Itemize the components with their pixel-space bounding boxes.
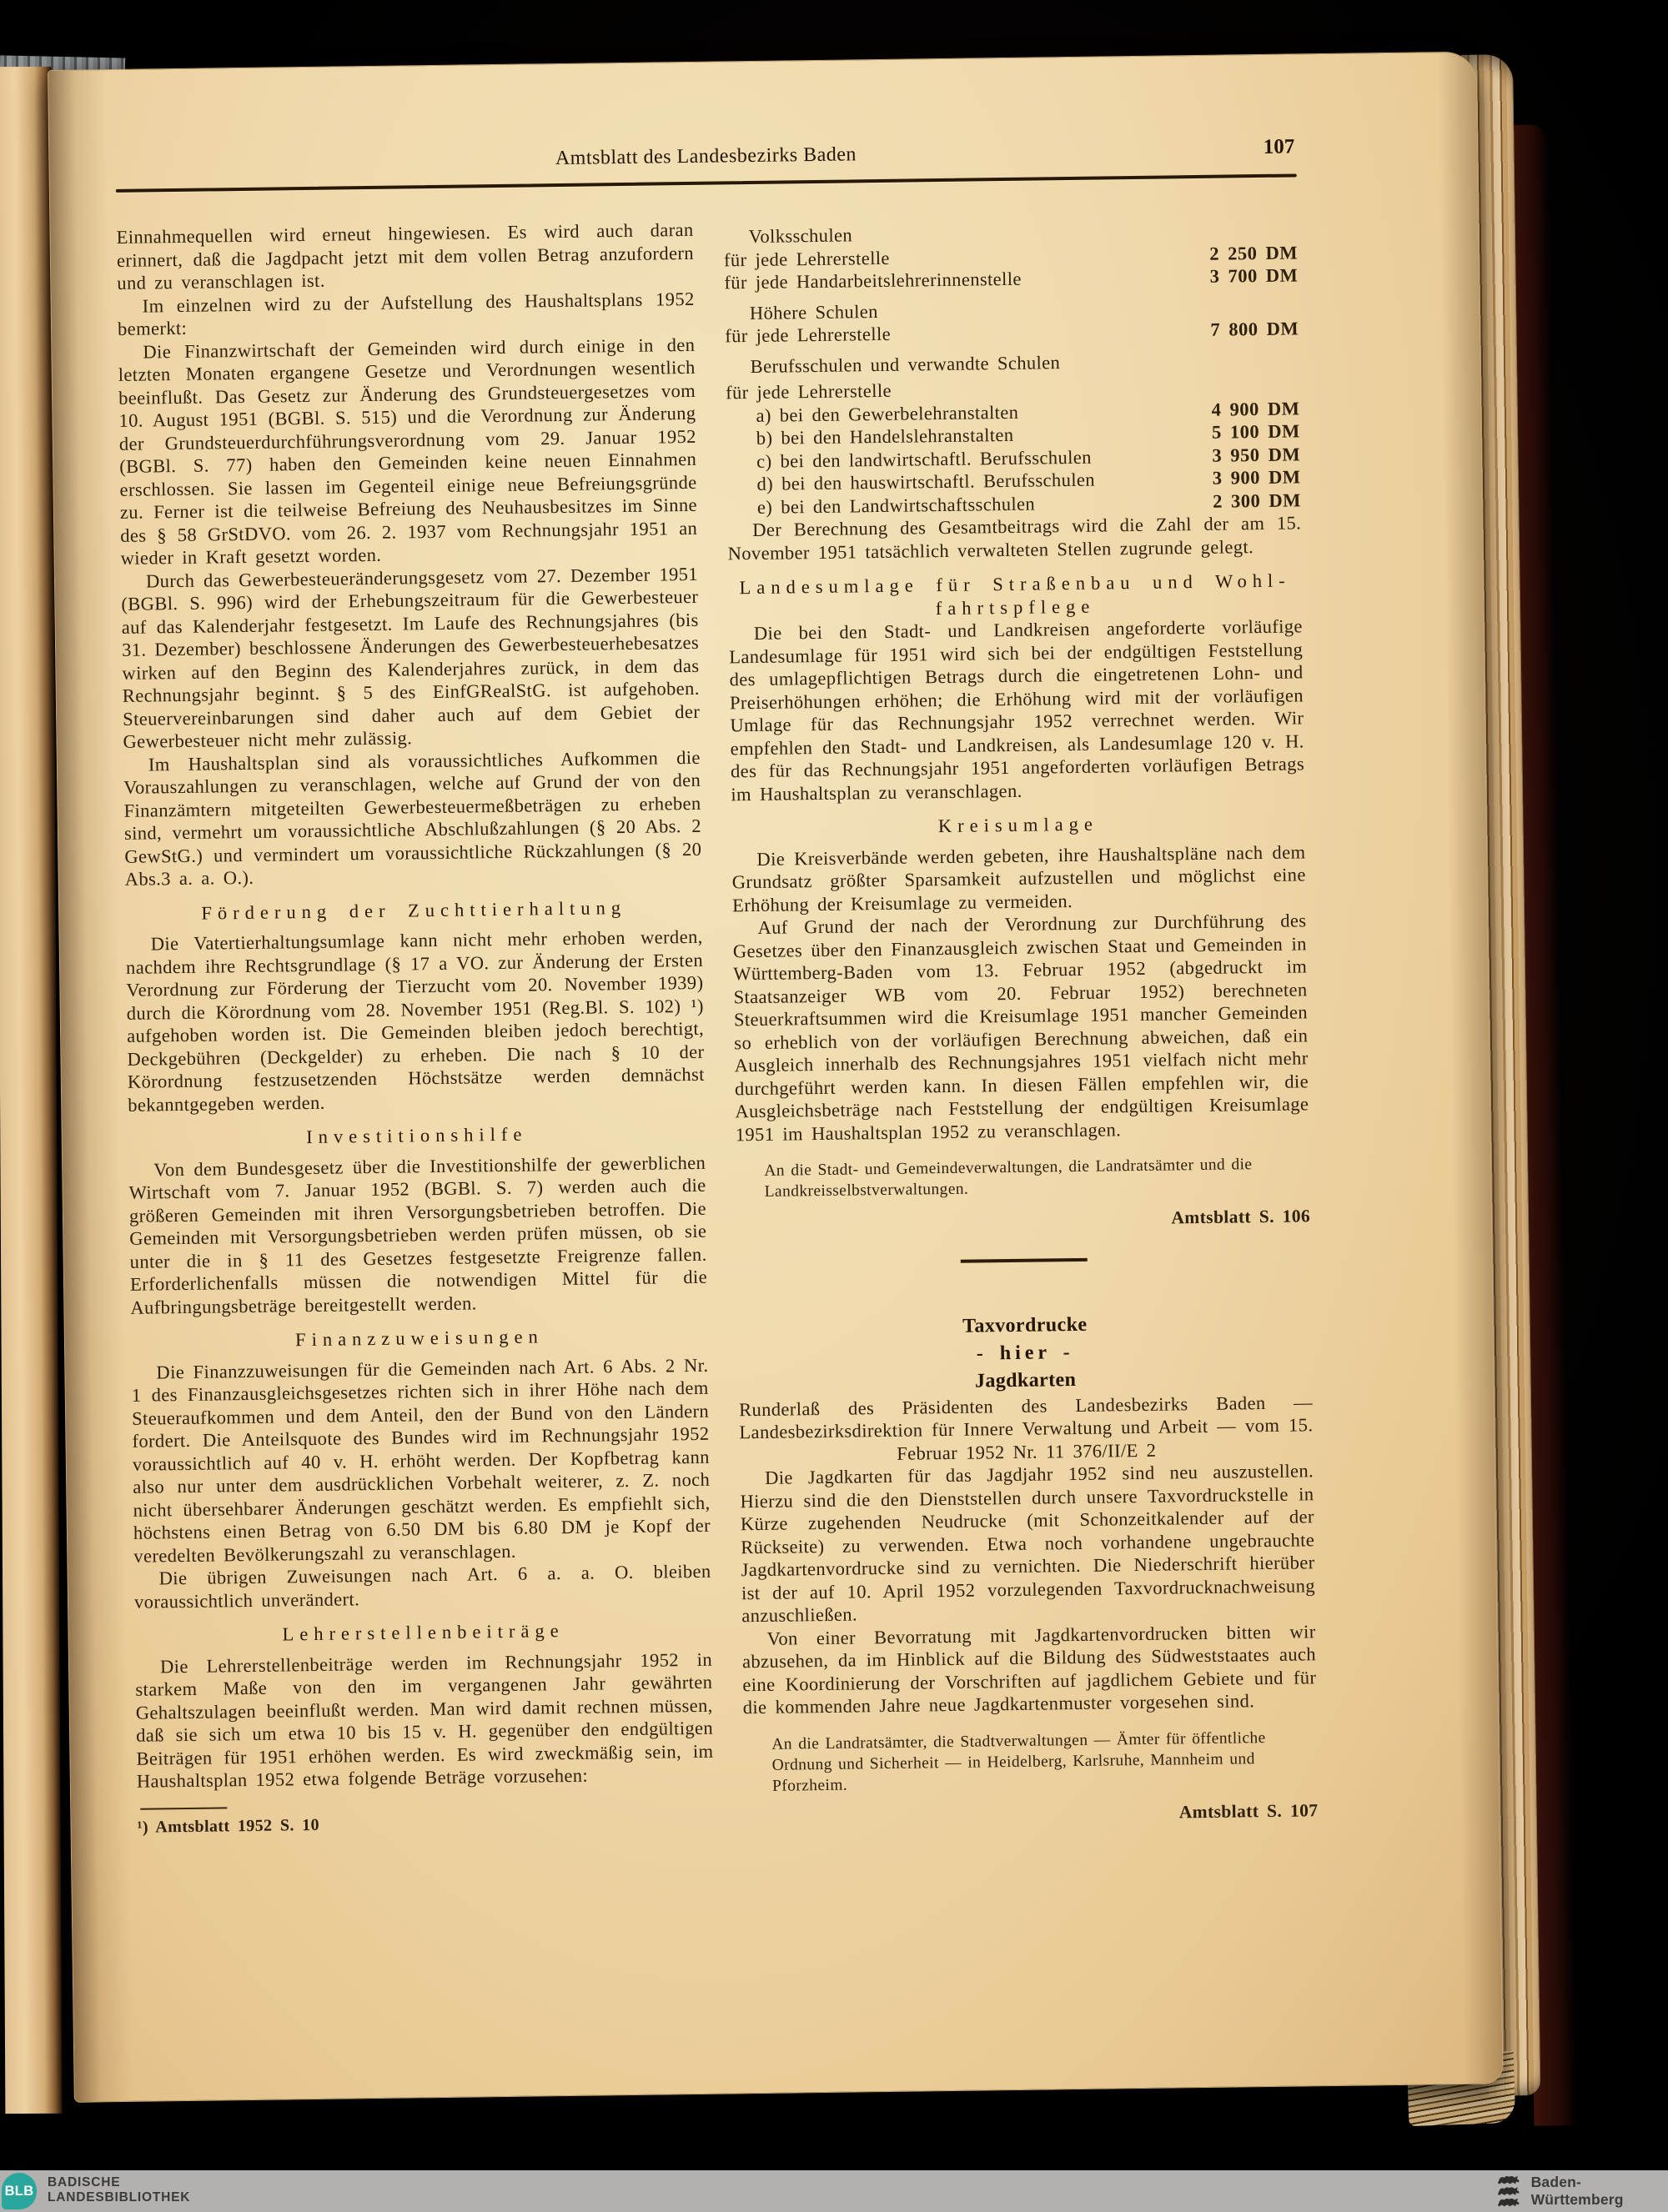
section-heading-lehrerstellenbeitraege: Lehrerstellenbeiträge bbox=[282, 1620, 565, 1645]
distribution-note: An die Landratsämter, die Stadtverwaltungen — Ämter für öffentliche Ordnung und Sicherheit — in Heidelberg, Karlsruhe, Mannheim und Pforzheim. bbox=[771, 1728, 1266, 1795]
fee-value: 5 100 DM bbox=[1211, 420, 1300, 443]
section-heading-kreisumlage: Kreisumlage bbox=[937, 813, 1099, 837]
fee-section-heading: Berufsschulen und verwandte Schulen bbox=[750, 351, 1061, 377]
fee-label: c) bei den landwirtschaftl. Berufsschulen bbox=[756, 446, 1092, 472]
fee-label: e) bei den Landwirtschaftsschulen bbox=[756, 493, 1036, 518]
paragraph: Die bei den Stadt- und Landkreisen angeforderte vorläufige Landesumlage für 1951 wird sich bei der endgültigen Feststellung des umlagepflichtigen Betrags durch die eingetretenen Lohn- und Preiserhöhungen erhöhen; die Erhöhung wird mit der vorläufigen Umlage für das Rechnungsjahr 1952 verrechnet werden. Wir empfehlen den Stadt- und Landkreisen, als Landesumlage 120 v. H. des für das Rechnungsjahr 1951 angeforderten vorläufigen Betrags im Haushaltsplan zu veranschlagen. bbox=[729, 615, 1305, 805]
fee-label: b) bei den Handelslehranstalten bbox=[756, 424, 1014, 449]
fee-label: d) bei den hauswirtschaftl. Berufsschulen bbox=[756, 469, 1096, 494]
fee-value: 4 900 DM bbox=[1211, 397, 1300, 420]
paragraph: Die Lehrerstellenbeiträge werden im Rechnungsjahr 1952 in starkem Maße von den im vergangenen Jahr gewährten Gehaltszulagen beeinflußt werden. Man wird damit rechnen müssen, daß sie sich um etwa 10 bis 15 v. H. gegenüber den endgültigen Beiträgen für 1951 erhöhen werden. Es wird zweckmäßig sein, im Haushaltsplan 1952 etwa folgende Beträge vorzusehen: bbox=[135, 1648, 714, 1792]
paragraph: Durch das Gewerbesteueränderungsgesetz vom 27. Dezember 1951 (BGBl. S. 996) wird der Erhebungszeitraum für die Gewerbesteuer auf das Kalenderjahr festgesetzt. Im Laufe des Rechnungsjahres (bis 31. Dezember) beschlossene Änderungen des Gewerbesteuerhebesatzes wirken auf den Beginn des Kalenderjahres zurück, in dem das Rechnungsjahr beginnt. § 5 des EinfGRealStG. ist aufgehoben. Steuervereinbarungen sind daher auch auf dem Gebiet der Gewerbesteuer nicht mehr zulässig. bbox=[121, 563, 701, 752]
title-line: Taxvordrucke bbox=[962, 1313, 1088, 1337]
fee-value: 7 800 DM bbox=[1210, 318, 1299, 340]
paragraph: Die übrigen Zuweisungen nach Art. 6 a. a. O. bleiben voraussichtlich unverändert. bbox=[133, 1560, 711, 1613]
library-name-line2: LANDESBIBLIOTHEK bbox=[48, 2190, 191, 2204]
library-footer bbox=[0, 2170, 1668, 2212]
fee-value: 2 300 DM bbox=[1212, 489, 1302, 512]
article-subtitle: Runderlaß des Präsidenten des Landesbezirks Baden — Landesbezirksdirektion für Innere Verwaltung und Arbeit — vom 15. Februar 1952 Nr. 11 376/II/E 2 bbox=[738, 1391, 1314, 1464]
article-title bbox=[738, 1308, 1313, 1398]
paragraph: Die Finanzzuweisungen für die Gemeinden nach Art. 6 Abs. 2 Nr. 1 des Finanzausgleichsgesetzes richten sich in ihrer Höhe nach dem Steueraufkommen und dem Anteil, den der Bund von den Ländern fordert. Die Anteilsquote des Bundes wird im Rechnungsjahr 1952 voraussichtlich auf 40 v. H. erhöht werden. Der Kopfbetrag kann also nur unter dem ausdrücklichen Vorbehalt weiterer, z. Z. noch nicht übersehbarer Änderungen geschätzt werden. Es empfiehlt sich, höchstens einen Betrag von 6.50 DM bis 6.80 DM je Kopf der veredelten Bevölkerungszahl zu veranschlagen. bbox=[131, 1354, 711, 1567]
state-branding bbox=[1496, 2174, 1668, 2209]
title-line: Jagdkarten bbox=[974, 1368, 1077, 1392]
heading-line: Landesumlage für Straßenbau und Wohl- bbox=[739, 569, 1291, 599]
footnote: ¹) Amtsblatt 1952 S. 10 bbox=[137, 1815, 320, 1837]
text-columns bbox=[116, 210, 1318, 1838]
fee-label: für jede Lehrerstelle bbox=[725, 323, 892, 347]
paragraph: Die Jagdkarten für das Jagdjahr 1952 sind neu auszustellen. Hierzu sind die den Dienststellen durch unsere Taxvordruckstelle in Kürze zugehenden Neudrucke (mit Schonzeitkalender auf der Rückseite) zu verwenden. Etwa noch vorhandene ungebrauchte Jagdkartenvordrucke sind zu vernichten. Die Niederschrift hierüber ist der auf 10. April 1952 vorzulegenden Taxvordrucknachweisung anzuschließen. bbox=[740, 1460, 1316, 1627]
fee-subheading: für jede Lehrerstelle bbox=[725, 379, 892, 404]
fee-section-heading: Höhere Schulen bbox=[749, 300, 878, 324]
section-heading-investitionshilfe: Investitionshilfe bbox=[305, 1123, 528, 1148]
paragraph: Im einzelnen wird zu der Aufstellung des Haushaltsplans 1952 bemerkt: bbox=[117, 288, 695, 339]
section-heading-finanzzuweisungen: Finanzzuweisungen bbox=[294, 1326, 544, 1351]
paragraph: Im Haushaltsplan sind als voraussichtliches Aufkommen die Vorauszahlungen zu veranschlagen, welche auf Grund der von den Finanzämtern mitgeteilten Gewerbesteuermeßbeträgen zu erheben sind, vermehrt um voraussichtliche Abschlußzahlungen (§ 20 Abs. 2 GewStG.) und vermindert um voraussichtliche Rückzahlungen (§ 20 Abs.3 a. a. O.). bbox=[123, 746, 702, 890]
library-name bbox=[48, 2175, 190, 2205]
fee-section-heading: Volksschulen bbox=[748, 224, 853, 248]
book-page bbox=[48, 53, 1503, 2102]
paragraph: Von dem Bundesgesetz über die Investitionshilfe der gewerblichen Wirtschaft vom 7. Januar 1952 (BGBl. S. 7) werden auch die größeren Gemeinden mit ihren Versorgungsbetrieben betroffen. Die Gemeinden mit Versorgungsbetrieben werden prüfen müssen, ob sie unter die in § 11 des Gesetzes festgesetzte Freigrenze fallen. Erforderlichenfalls müssen die notwendigen Mittel für die Aufbringungsbeträge bereitgestellt werden. bbox=[128, 1151, 708, 1318]
paragraph: Die Finanzwirtschaft der Gemeinden wird durch einige in den letzten Monaten ergangene Gesetze und Verordnungen wesentlich beeinflußt. Das Gesetz zur Änderung des Grundsteuergesetzes vom 10. August 1951 (BGBl. S. 515) und die Verordnung zur Änderung der Grundsteuerdurchführungsverordnung vom 29. Januar 1952 (BGBl. S. 77) haben den Gemeinden keine neuen Einnahmen erschlossen. Sie lassen im Gegenteil einige neue Befreiungsgründe zu. Ferner ist die teilweise Befreiung des Neuhausbesitzes im Sinne des § 58 GrStDVO. vom 26. 2. 1937 vom Rechnungsjahr 1951 an wieder in Kraft gesetzt worden. bbox=[118, 334, 698, 569]
fee-value: 3 950 DM bbox=[1212, 443, 1301, 466]
distribution-note: An die Stadt- und Gemeindeverwaltungen, die Landratsämter und die Landkreisselbstverwaltungen. bbox=[764, 1156, 1253, 1201]
paragraph: Die Kreisverbände werden gebeten, ihre Haushaltspläne nach dem Grundsatz größter Sparsamkeit aufzustellen und möglichst eine Erhöhung der Kreisumlage zu vermeiden. bbox=[731, 840, 1306, 915]
paragraph: Einnahmequellen wird erneut hingewiesen. Es wird auch daran erinnert, daß die Jagdpacht jetzt mit dem vollen Betrag anzufordern und zu veranschlagen ist. bbox=[116, 218, 695, 293]
fee-value: 3 700 DM bbox=[1209, 264, 1299, 287]
baden-wuerttemberg-coat-of-arms-icon bbox=[1496, 2174, 1524, 2209]
page-title: Amtsblatt des Landesbezirks Baden bbox=[555, 143, 857, 170]
left-column bbox=[116, 218, 714, 1839]
reference-amtsblatt-107: Amtsblatt S. 107 bbox=[1178, 1799, 1319, 1822]
right-column bbox=[723, 210, 1318, 1831]
heading-line: fahrtspflege bbox=[935, 595, 1096, 619]
page-number: 107 bbox=[1263, 135, 1295, 158]
paragraph: Auf Grund der nach der Verordnung zur Durchführung des Gesetzes über den Finanzausgleich zwischen Staat und Gemeinden in Württemberg-Baden vom 13. Februar 1952 (abgedruckt im Staatsanzeiger WB vom 20. Februar 1952) berechneten Steuerkraftsummen wird die Kreisumlage 1951 mancher Gemeinden so erheblich von der vorläufigen Berechnung abweichen, daß ein Ausgleich innerhalb des Rechnungsjahres 1951 vielfach nicht mehr durchgeführt werden kann. In diesen Fällen empfehlen wir, die Ausgleichsbeträge nach Feststellung der endgültigen Kreisumlage 1951 im Haushaltsplan 1952 zu veranschlagen. bbox=[732, 910, 1309, 1145]
section-heading-landesumlage bbox=[728, 569, 1303, 622]
paragraph: Von einer Bevorratung mit Jagdkartenvordrucken bitten wir abzusehen, da im Hinblick auf die Bildung des Südweststaates auch eine Koordinierung der Vorschriften auf jagdlichem Gebiete und für die kommenden Jahre neue Jagdkartenmuster vorgesehen sind. bbox=[741, 1620, 1317, 1718]
fee-label: für jede Lehrerstelle bbox=[723, 247, 890, 270]
fee-value: 3 900 DM bbox=[1212, 466, 1301, 489]
title-line: - hier - bbox=[976, 1341, 1074, 1365]
reference-amtsblatt-106: Amtsblatt S. 106 bbox=[1171, 1206, 1311, 1228]
blb-logo-text: BLB bbox=[4, 2183, 34, 2199]
fee-label: für jede Handarbeitslehrerinnenstelle bbox=[724, 268, 1022, 293]
page-content bbox=[49, 136, 1499, 1840]
fee-value: 2 250 DM bbox=[1209, 241, 1299, 264]
fee-label: a) bei den Gewerbelehranstalten bbox=[756, 401, 1019, 426]
state-name: Baden-Württemberg bbox=[1530, 2174, 1624, 2208]
library-name-line1: BADISCHE bbox=[48, 2175, 121, 2189]
section-heading-zuchttierhaltung: Förderung der Zuchttierhaltung bbox=[201, 896, 627, 924]
paragraph: Die Vatertierhaltungsumlage kann nicht mehr erhoben werden, nachdem ihre Rechtsgrundlage (§ 17 a VO. zur Änderung der Ersten Verordnung zur Förderung der Tierzucht vom 20. November 1939) durch die Körordnung vom 28. November 1951 (Reg.Bl. S. 102) ¹) aufgehoben worden ist. Die Gemeinden bleiben jedoch berechtigt, Deckgebühren (Deckgelder) zu erheben. Die nach § 10 der Körordnung festzusetzenden Höchstsätze werden demnächst bekanntgegeben werden. bbox=[125, 925, 705, 1116]
paragraph: Der Berechnung des Gesamtbeitrags wird die Zahl der am 15. November 1951 tatsächlich verwalteten Stellen zugrunde gelegt. bbox=[727, 512, 1302, 564]
blb-logo-icon bbox=[2, 2173, 37, 2209]
footnote-rule bbox=[140, 1807, 227, 1809]
section-divider bbox=[961, 1257, 1088, 1262]
